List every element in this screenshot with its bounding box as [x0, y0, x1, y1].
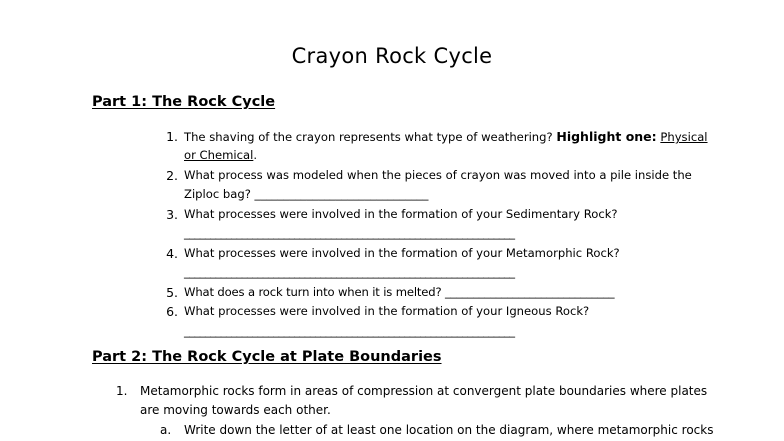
q1-option-chemical: or Chemical — [184, 148, 254, 162]
q1-text: The shaving of the crayon represents what type of weathering? — [184, 130, 553, 144]
p2-item1-line2: are moving towards each other. — [140, 403, 331, 417]
q3-answer-line: _______________________________________________________________ — [184, 226, 515, 240]
q6-answer-line: _______________________________________________________________ — [184, 324, 515, 338]
q3-number: 3. — [166, 207, 178, 222]
q5-number: 5. — [166, 285, 178, 300]
part2-heading: Part 2: The Rock Cycle at Plate Boundaries — [92, 349, 442, 365]
q4-answer-line: _______________________________________________________________ — [184, 265, 515, 279]
p2-sub-a-text: Write down the letter of at least one location on the diagram, where metamorphic rocks — [184, 423, 714, 437]
q1-number: 1. — [166, 129, 178, 144]
q3-line1: What processes were involved in the formation of your Sedimentary Rock? — [184, 207, 618, 221]
q1-line2-end: . — [253, 148, 258, 162]
q2-line2: Ziploc bag? ______________________________ — [184, 187, 429, 201]
q1-line2 — [184, 146, 257, 165]
p2-item1-number: 1. — [116, 384, 128, 398]
q6-line1: What processes were involved in the formation of your Igneous Rock? — [184, 304, 590, 318]
p2-item1-line1: Metamorphic rocks form in areas of compression at convergent plate boundaries where plates — [140, 384, 708, 398]
q4-number: 4. — [166, 246, 178, 261]
q2-number: 2. — [166, 168, 178, 183]
p2-sub-a-label: a. — [160, 423, 172, 437]
q4-line1: What processes were involved in the formation of your Metamorphic Rock? — [184, 246, 620, 260]
q6-number: 6. — [166, 304, 178, 319]
q1-highlight-label: Highlight one: — [556, 129, 657, 144]
q1-line1 — [184, 127, 708, 147]
q2-line1: What process was modeled when the pieces of crayon was moved into a pile inside the — [184, 168, 692, 182]
q5-line1: What does a rock turn into when it is melted? ______________________________ — [184, 285, 615, 299]
q1-option-physical: Physical — [660, 130, 708, 144]
page-title: Crayon Rock Cycle — [291, 44, 493, 68]
part1-heading: Part 1: The Rock Cycle — [92, 94, 276, 110]
